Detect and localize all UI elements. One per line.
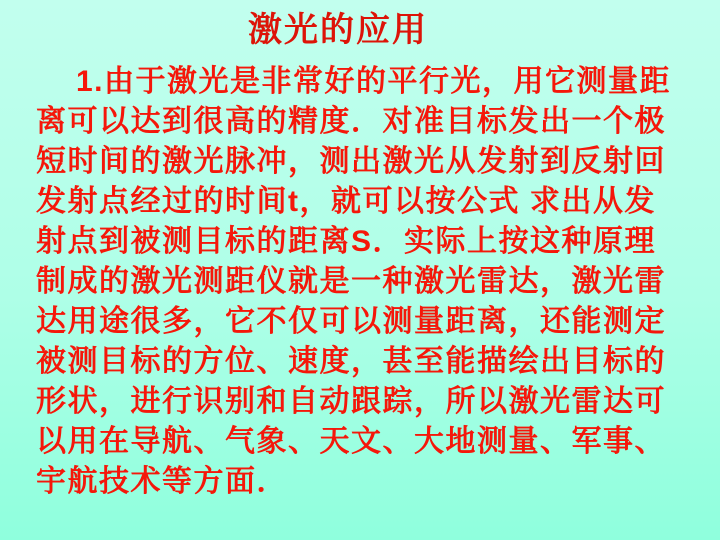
body-line: 射点到被测目标的距离S．实际上按这种原理 [36, 225, 657, 258]
body-line: 形状，进行识别和自动跟踪，所以激光雷达可 [36, 385, 666, 418]
body-line: 短时间的激光脉冲，测出激光从发射到反射回 [36, 145, 666, 178]
body-line: 1.由于激光是非常好的平行光，用它测量距 [76, 65, 672, 98]
slide-title: 激光的应用 [248, 11, 428, 49]
body-line: 达用途很多，它不仅可以测量距离，还能测定 [36, 305, 666, 338]
body-line: 以用在导航、气象、天文、大地测量、军事、 [36, 425, 666, 458]
body-line: 发射点经过的时间t，就可以按公式 求出从发 [36, 185, 656, 218]
body-line: 离可以达到很高的精度．对准目标发出一个极 [36, 105, 666, 138]
body-line: 被测目标的方位、速度，甚至能描绘出目标的 [36, 345, 666, 378]
body-line: 宇航技术等方面． [36, 465, 288, 498]
body-line: 制成的激光测距仪就是一种激光雷达，激光雷 [36, 265, 666, 298]
slide-body-text [36, 62, 692, 502]
